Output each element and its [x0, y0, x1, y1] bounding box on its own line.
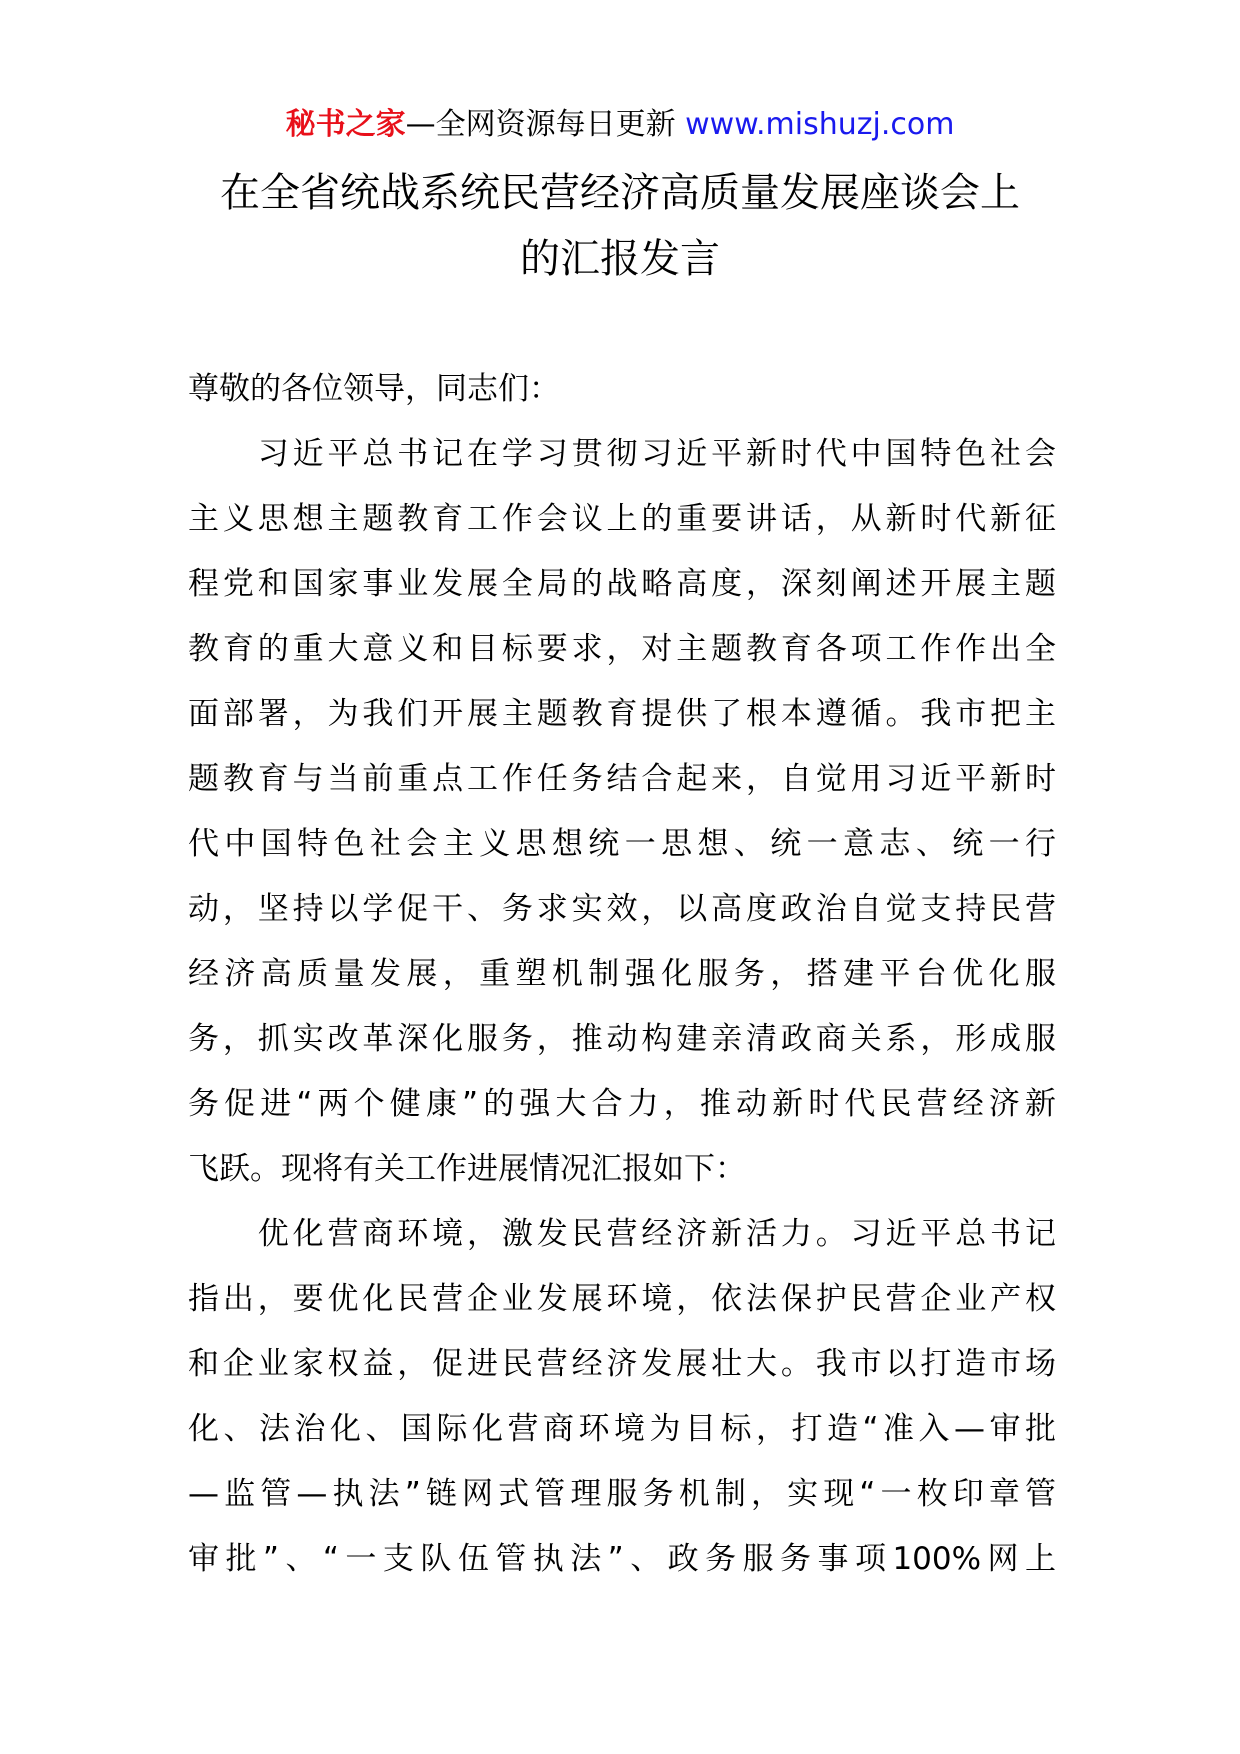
- text-line: 面部署，为我们开展主题教育提供了根本遵循。我市把主: [188, 696, 1056, 732]
- text-line: 务，抓实改革深化服务，推动构建亲清政商关系，形成服: [188, 1021, 1056, 1057]
- text-line: 主义思想主题教育工作会议上的重要讲话，从新时代新征: [188, 501, 1056, 537]
- text-line: 代中国特色社会主义思想统一思想、统一意志、统一行: [188, 826, 1056, 862]
- text-line: 动，坚持以学促干、务求实效，以高度政治自觉支持民营: [188, 891, 1056, 927]
- text-line: 审批”、“一支队伍管执法”、政务服务事项100%网上: [188, 1541, 1056, 1577]
- text-line: 化、法治化、国际化营商环境为目标，打造“准入—审批: [188, 1411, 1056, 1447]
- text-line: 程党和国家事业发展全局的战略高度，深刻阐述开展主题: [188, 566, 1056, 602]
- text-line: 题教育与当前重点工作任务结合起来，自觉用习近平新时: [188, 761, 1056, 797]
- text-line: 经济高质量发展，重塑机制强化服务，搭建平台优化服: [188, 956, 1056, 992]
- text-line: 指出，要优化民营企业发展环境，依法保护民营企业产权: [188, 1281, 1056, 1317]
- site-header: [0, 100, 1240, 150]
- text-line: 教育的重大意义和目标要求，对主题教育各项工作作出全: [188, 631, 1056, 667]
- title-line: 在全省统战系统民营经济高质量发展座谈会上: [220, 170, 1020, 216]
- text-line: 务促进“两个健康”的强大合力，推动新时代民营经济新: [188, 1086, 1056, 1122]
- text-line: 和企业家权益，促进民营经济发展壮大。我市以打造市场: [188, 1346, 1056, 1382]
- site-url: www.mishuzj.com: [685, 107, 955, 142]
- paragraph-business-environment: [188, 1202, 1056, 1592]
- document-title: [100, 160, 1140, 292]
- header-tagline: —全网资源每日更新: [405, 107, 686, 142]
- document-body: [188, 357, 1056, 1592]
- text-line: 飞跃。现将有关工作进展情况汇报如下：: [188, 1151, 746, 1187]
- salutation: 尊敬的各位领导，同志们：: [188, 371, 560, 407]
- text-line: —监管—执法”链网式管理服务机制，实现“一枚印章管: [188, 1476, 1056, 1512]
- text-line: 优化营商环境，激发民营经济新活力。习近平总书记: [188, 1216, 1056, 1252]
- paragraph-intro: [188, 422, 1056, 1202]
- title-line: 的汇报发言: [520, 236, 720, 282]
- text-line: 习近平总书记在学习贯彻习近平新时代中国特色社会: [188, 436, 1056, 472]
- brand-name: 秘书之家: [285, 107, 406, 142]
